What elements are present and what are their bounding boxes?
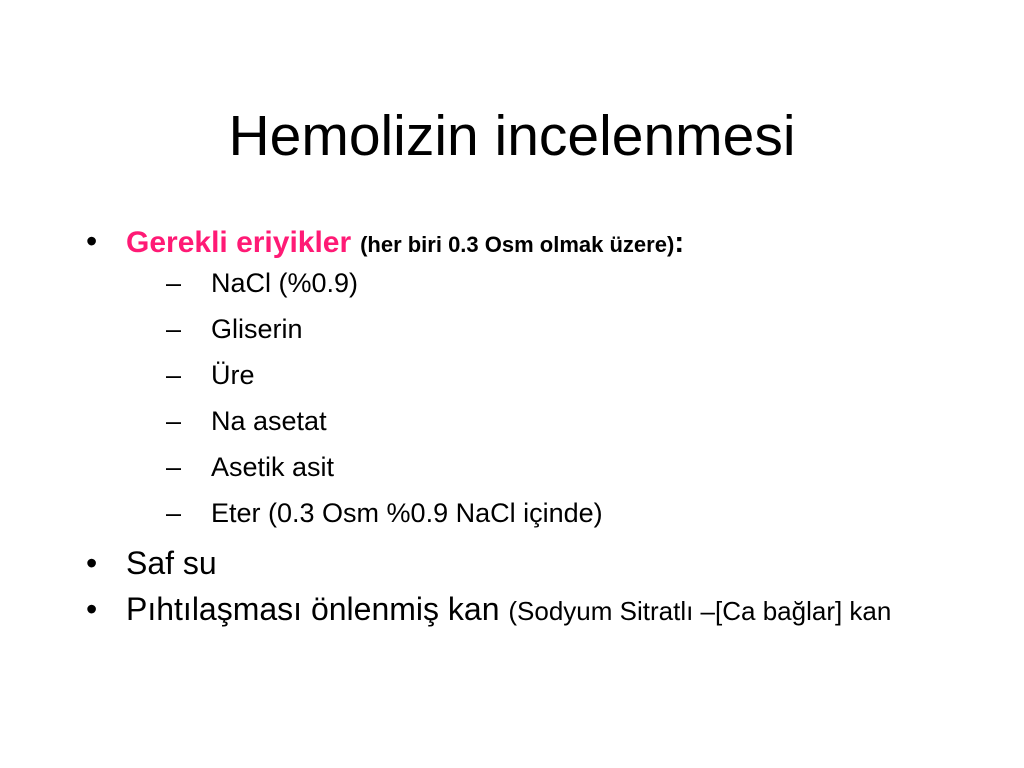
sub-marker: – (166, 268, 182, 298)
sub-item (166, 452, 966, 482)
slide-title: Hemolizin incelenmesi (228, 104, 796, 168)
sub-item (166, 360, 966, 390)
sub-item-text: Üre (211, 360, 255, 390)
bullet-note: (her biri 0.3 Osm olmak üzere) (360, 232, 675, 257)
sub-item-text: Na asetat (211, 406, 327, 436)
sub-marker: – (166, 406, 182, 436)
sub-item-text: NaCl (%0.9) (211, 268, 359, 298)
bullet-item-required-solutions (86, 222, 966, 528)
sub-list (126, 268, 966, 528)
sub-item-text: Gliserin (211, 314, 303, 344)
sub-item (166, 498, 966, 528)
bullet-list (86, 222, 966, 638)
sub-item (166, 406, 966, 436)
sub-marker: – (166, 314, 182, 344)
sub-marker: – (166, 360, 182, 390)
bullet-colon: : (674, 226, 685, 259)
bullet-text: Saf su (126, 545, 217, 581)
bullet-marker: • (86, 545, 98, 581)
bullet-item-anticoagulated-blood (86, 590, 966, 630)
sub-item-text: Asetik asit (211, 452, 335, 482)
bullet-marker: • (86, 223, 98, 259)
bullet-text: Pıhtılaşması önlenmiş kan (126, 591, 500, 627)
bullet-lead-text: Gerekli eriyikler (126, 226, 352, 259)
bullet-item-pure-water (86, 544, 966, 582)
sub-marker: – (166, 452, 182, 482)
sub-item (166, 314, 966, 344)
sub-item-text: Eter (0.3 Osm %0.9 NaCl içinde) (211, 498, 603, 528)
sub-marker: – (166, 498, 182, 528)
bullet-marker: • (86, 591, 98, 627)
bullet-note: (Sodyum Sitratlı –[Ca bağlar] kan (508, 596, 892, 626)
sub-item (166, 268, 966, 298)
